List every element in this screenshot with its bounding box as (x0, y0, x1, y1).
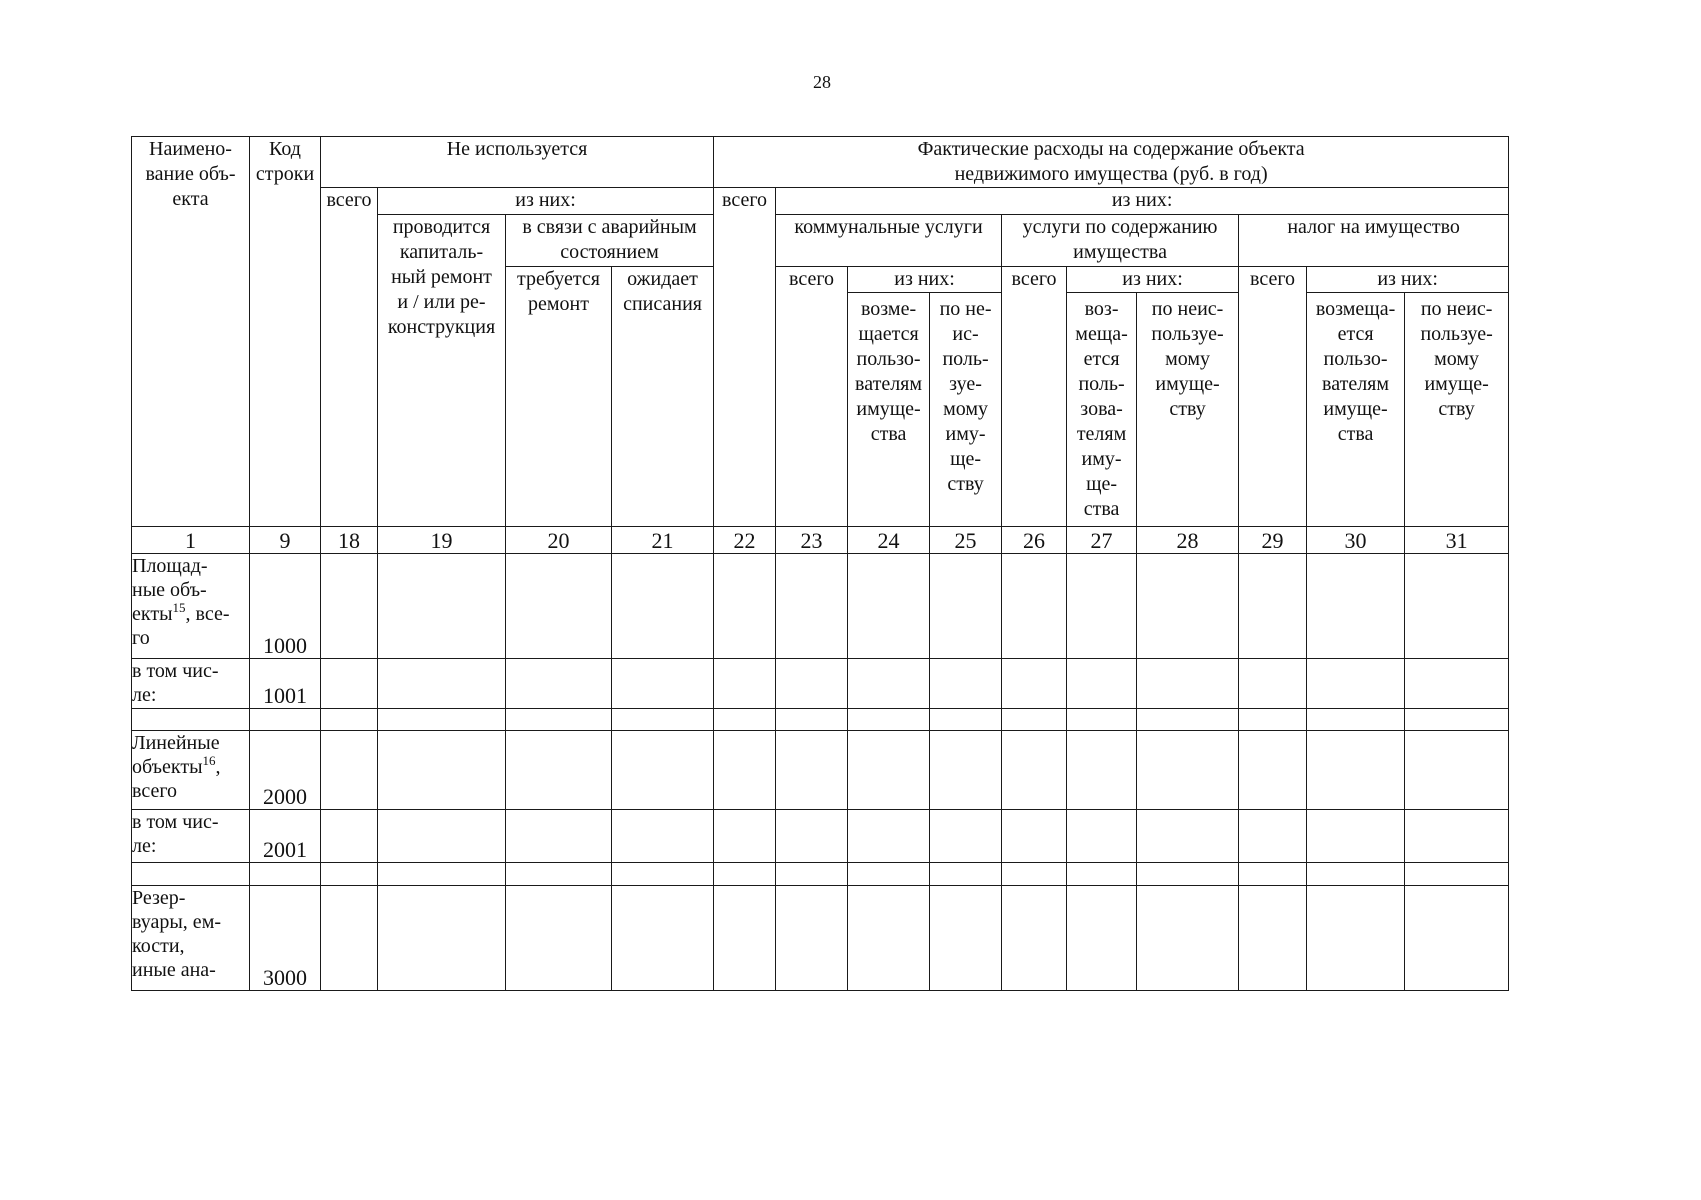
cell-col-19 (378, 810, 506, 863)
actual-costs-header: Фактические расходы на содержание объекта недвижимого имущества (руб. в год) (714, 137, 1509, 188)
cell-col-20 (506, 886, 612, 991)
cell-col-24 (848, 554, 930, 659)
cell-col-29 (1239, 886, 1307, 991)
cell-col-30 (1307, 863, 1405, 886)
cell-col-31 (1405, 731, 1509, 810)
cell-col-25 (930, 709, 1002, 731)
cell-col-25 (930, 659, 1002, 709)
cell-col-26 (1002, 810, 1067, 863)
footnote-ref: 16 (202, 753, 216, 768)
column-number: 28 (1137, 527, 1239, 554)
column-number: 24 (848, 527, 930, 554)
cell-col-28 (1137, 709, 1239, 731)
utilities-reimbursed-header: возме- щается пользо- вателям имуще- ства (848, 293, 930, 527)
cell-col-22 (714, 709, 776, 731)
table-row (132, 554, 1509, 659)
cell-col-19 (378, 886, 506, 991)
cell-col-23 (776, 810, 848, 863)
maintenance-of-which-header: из них: (1067, 267, 1239, 293)
cell-col-31 (1405, 709, 1509, 731)
cell-col-22 (714, 554, 776, 659)
actual-costs-of-which-header: из них: (776, 188, 1509, 215)
cell-col-30 (1307, 554, 1405, 659)
cell-col-24 (848, 810, 930, 863)
cell-col-30 (1307, 709, 1405, 731)
cell-col-23 (776, 554, 848, 659)
object-name-cell (132, 731, 250, 810)
cell-col-29 (1239, 554, 1307, 659)
column-number: 30 (1307, 527, 1405, 554)
cell-col-28 (1137, 863, 1239, 886)
object-name-label-rest: , всего (132, 756, 221, 802)
utilities-of-which-header: из них: (848, 267, 1002, 293)
cell-col-31 (1405, 886, 1509, 991)
cell-col-23 (776, 886, 848, 991)
cell-col-30 (1307, 810, 1405, 863)
cell-col-18 (321, 886, 378, 991)
cell-col-19 (378, 659, 506, 709)
cell-col-30 (1307, 731, 1405, 810)
utilities-header: коммунальные услуги (776, 215, 1002, 267)
column-number: 29 (1239, 527, 1307, 554)
actual-costs-total-header: всего (714, 188, 776, 527)
cell-col-24 (848, 709, 930, 731)
cell-col-30 (1307, 886, 1405, 991)
cell-col-24 (848, 659, 930, 709)
header-row (132, 188, 1509, 215)
property-tax-reimbursed-header: возмеща- ется пользо- вателям имуще- ства (1307, 293, 1405, 527)
object-name-cell (132, 709, 250, 731)
property-tax-total-header: всего (1239, 267, 1307, 527)
cell-col-18 (321, 810, 378, 863)
row-code-cell: 2001 (250, 810, 321, 863)
cell-col-22 (714, 810, 776, 863)
cell-col-31 (1405, 810, 1509, 863)
cell-col-25 (930, 863, 1002, 886)
capital-repair-header: проводится капиталь- ный ремонт и / или ре- конструкция (378, 215, 506, 527)
table-header (132, 137, 1509, 554)
object-name-cell (132, 554, 250, 659)
cell-col-24 (848, 886, 930, 991)
cell-col-28 (1137, 554, 1239, 659)
cell-col-19 (378, 731, 506, 810)
cell-col-26 (1002, 886, 1067, 991)
cell-col-20 (506, 863, 612, 886)
cell-col-26 (1002, 709, 1067, 731)
column-number: 26 (1002, 527, 1067, 554)
column-number: 9 (250, 527, 321, 554)
column-number: 20 (506, 527, 612, 554)
object-name-label: Площад- ные объ- екты (132, 555, 208, 625)
cell-col-21 (612, 863, 714, 886)
cell-col-19 (378, 554, 506, 659)
maintenance-reimbursed-header: воз- меща- ется поль- зова- телям иму- ще- ства (1067, 293, 1137, 527)
object-name-header: Наимено- вание объ- екта (132, 137, 250, 527)
cell-col-25 (930, 810, 1002, 863)
cell-col-18 (321, 863, 378, 886)
cell-col-29 (1239, 731, 1307, 810)
maintenance-total-header: всего (1002, 267, 1067, 527)
table-row (132, 709, 1509, 731)
cell-col-21 (612, 554, 714, 659)
row-code-cell: 1001 (250, 659, 321, 709)
cell-col-22 (714, 863, 776, 886)
object-name-label: Линейные объекты (132, 732, 220, 778)
table-row (132, 886, 1509, 991)
cell-col-27 (1067, 863, 1137, 886)
cell-col-18 (321, 731, 378, 810)
cell-col-30 (1307, 659, 1405, 709)
table-row (132, 810, 1509, 863)
cell-col-22 (714, 659, 776, 709)
utilities-total-header: всего (776, 267, 848, 527)
cell-col-21 (612, 810, 714, 863)
utilities-unused-header: по не- ис- поль- зуе- мому иму- ще- ству (930, 293, 1002, 527)
column-number: 18 (321, 527, 378, 554)
object-name-cell (132, 810, 250, 863)
column-number: 25 (930, 527, 1002, 554)
cell-col-27 (1067, 709, 1137, 731)
cell-col-29 (1239, 863, 1307, 886)
property-tax-unused-header: по неис- пользуе- мому имуще- ству (1405, 293, 1509, 527)
object-name-cell (132, 659, 250, 709)
cell-col-24 (848, 731, 930, 810)
object-name-cell (132, 886, 250, 991)
maintenance-unused-header: по неис- пользуе- мому имуще- ству (1137, 293, 1239, 527)
header-row (132, 137, 1509, 188)
cell-col-31 (1405, 659, 1509, 709)
emergency-state-header: в связи с аварийным состоянием (506, 215, 714, 267)
maintenance-services-header: услуги по содержанию имущества (1002, 215, 1239, 267)
row-code-cell (250, 863, 321, 886)
object-name-label: в том чис- ле: (132, 811, 219, 857)
table-body (132, 554, 1509, 991)
object-name-cell (132, 863, 250, 886)
cell-col-27 (1067, 810, 1137, 863)
cell-col-21 (612, 886, 714, 991)
cell-col-18 (321, 659, 378, 709)
awaiting-writeoff-header: ожидает списания (612, 267, 714, 527)
table-row (132, 863, 1509, 886)
cell-col-31 (1405, 863, 1509, 886)
cell-col-26 (1002, 863, 1067, 886)
cell-col-20 (506, 810, 612, 863)
cell-col-25 (930, 886, 1002, 991)
row-code-header: Код строки (250, 137, 321, 527)
cell-col-29 (1239, 659, 1307, 709)
cell-col-28 (1137, 886, 1239, 991)
row-code-cell: 3000 (250, 886, 321, 991)
page-number: 28 (813, 72, 831, 92)
cell-col-21 (612, 709, 714, 731)
table-row (132, 731, 1509, 810)
table-row (132, 659, 1509, 709)
cell-col-27 (1067, 659, 1137, 709)
cell-col-26 (1002, 731, 1067, 810)
cell-col-23 (776, 863, 848, 886)
cell-col-20 (506, 709, 612, 731)
row-code-cell: 1000 (250, 554, 321, 659)
cell-col-18 (321, 709, 378, 731)
cell-col-20 (506, 731, 612, 810)
cell-col-22 (714, 731, 776, 810)
cell-col-23 (776, 731, 848, 810)
column-number: 23 (776, 527, 848, 554)
column-number: 27 (1067, 527, 1137, 554)
row-code-cell (250, 709, 321, 731)
column-number: 22 (714, 527, 776, 554)
cell-col-20 (506, 659, 612, 709)
cell-col-27 (1067, 731, 1137, 810)
cell-col-28 (1137, 659, 1239, 709)
cell-col-19 (378, 863, 506, 886)
property-tax-header: налог на имущество (1239, 215, 1509, 267)
not-used-total-header: всего (321, 188, 378, 527)
repair-needed-header: требуется ремонт (506, 267, 612, 527)
cell-col-23 (776, 709, 848, 731)
cell-col-25 (930, 731, 1002, 810)
property-tax-of-which-header: из них: (1307, 267, 1509, 293)
column-number: 31 (1405, 527, 1509, 554)
not-used-header: Не используется (321, 137, 714, 188)
cell-col-22 (714, 886, 776, 991)
object-name-label-rest: , все- го (132, 603, 230, 649)
cell-col-31 (1405, 554, 1509, 659)
cell-col-26 (1002, 659, 1067, 709)
cell-col-28 (1137, 731, 1239, 810)
cell-col-23 (776, 659, 848, 709)
cell-col-25 (930, 554, 1002, 659)
cell-col-27 (1067, 886, 1137, 991)
object-name-label: в том чис- ле: (132, 660, 219, 706)
column-number: 21 (612, 527, 714, 554)
footnote-ref: 15 (172, 600, 186, 615)
cell-col-20 (506, 554, 612, 659)
column-number: 19 (378, 527, 506, 554)
cell-col-24 (848, 863, 930, 886)
property-usage-table (131, 136, 1509, 991)
cell-col-19 (378, 709, 506, 731)
column-numbers-row (132, 527, 1509, 554)
cell-col-26 (1002, 554, 1067, 659)
column-number: 1 (132, 527, 250, 554)
object-name-label: Резер- вуары, ем- кости, иные ана- (132, 887, 222, 981)
cell-col-28 (1137, 810, 1239, 863)
row-code-cell: 2000 (250, 731, 321, 810)
cell-col-29 (1239, 810, 1307, 863)
cell-col-21 (612, 731, 714, 810)
cell-col-21 (612, 659, 714, 709)
not-used-of-which-header: из них: (378, 188, 714, 215)
cell-col-27 (1067, 554, 1137, 659)
cell-col-18 (321, 554, 378, 659)
cell-col-29 (1239, 709, 1307, 731)
